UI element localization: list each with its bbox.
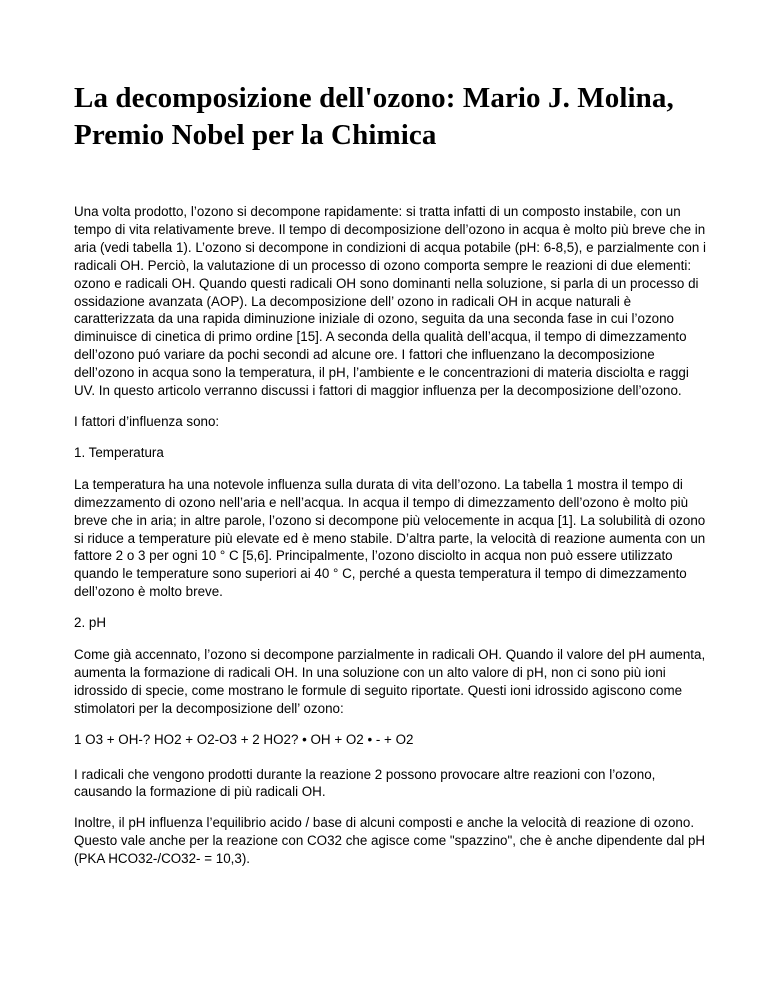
factors-intro: I fattori d’influenza sono: (74, 413, 220, 429)
temperature-paragraph: La temperatura ha una notevole influenza sulla durata di vita dell’ozono. La tabella 1 mostra il tempo di dimezzamento di ozono nell’aria e nell’acqua. In acqua il tempo di dimezzamento dell’ozono è molto più breve che in aria; in altre parole, l’ozono si decompone più velocemente in acqua [1]. La solubilità di ozono si riduce a temperature più elevate ed è meno stabile. D’altra parte, la velocità di reazione aumenta con un fattore 2 o 3 per ogni 10 ° C [5,6]. Principalmente, l’ozono disciolto in acqua non può essere utilizzato quando le temperature sono superiori ai 40 ° C, perché a questa temperatura il tempo di dimezzamento dell’ozono è molto breve. (74, 476, 706, 600)
reaction-formula: 1 O3 + OH-? HO2 + O2-O3 + 2 HO2? • OH + O2 • - + O2 (74, 731, 414, 747)
equilibrium-paragraph: Inoltre, il pH influenza l’equilibrio acido / base di alcuni composti e anche la velocità di reazione di ozono. Questo vale anche per la reazione con CO32 che agisce come "spazzino", che è anche dipendente dal pH (PKA HCO32-/CO32- = 10,3). (74, 815, 706, 867)
intro-paragraph: Una volta prodotto, l’ozono si decompone rapidamente: si tratta infatti di un composto instabile, con un tempo di vita relativamente breve. Il tempo di decomposizione dell’ozono in acqua è molto più breve che in aria (vedi tabella 1). L’ozono si decompone in condizioni di acqua potabile (pH: 6-8,5), e parzialmente con i radicali OH. Perciò, la valutazione di un processo di ozono comporta sempre le reazioni di due elementi: ozono e radicali OH. Quando questi radicali OH sono dominanti nella soluzione, si parla di un processo di ossidazione avanzata (AOP). La decomposizione dell’ ozono in radicali OH in acque naturali è caratterizzata da una rapida diminuzione iniziale di ozono, seguita da una seconda fase in cui l’ozono diminuisce di cinetica di primo ordine [15]. A seconda della qualità dell’acqua, il tempo di dimezzamento dell’ozono puó variare da pochi secondi ad alcune ore. I fattori che influenzano la decomposizione dell’ozono in acqua sono la temperatura, il pH, l’ambiente e le concentrazioni di materia disciolta e raggi UV. In questo articolo verranno discussi i fattori di maggior influenza per la decomposizione dell’ozono. (74, 204, 706, 399)
section-heading-ph: 2. pH (74, 615, 107, 631)
document-page (74, 80, 706, 881)
page-title: La decomposizione dell'ozono: Mario J. Molina, Premio Nobel per la Chimica (74, 82, 674, 151)
section-heading-temperature: 1. Temperatura (74, 444, 164, 460)
ph-paragraph: Come già accennato, l’ozono si decompone parzialmente in radicali OH. Quando il valore del pH aumenta, aumenta la formazione di radicali OH. In una soluzione con un alto valore di pH, non ci sono più ioni idrossido di specie, come mostrano le formule di seguito riportate. Questi ioni idrossido agiscono come stimolatori per la decomposizione dell’ ozono: (74, 647, 706, 716)
radicals-paragraph: I radicali che vengono prodotti durante la reazione 2 possono provocare altre reazioni con l’ozono, causando la formazione di più radicali OH. (74, 766, 656, 800)
